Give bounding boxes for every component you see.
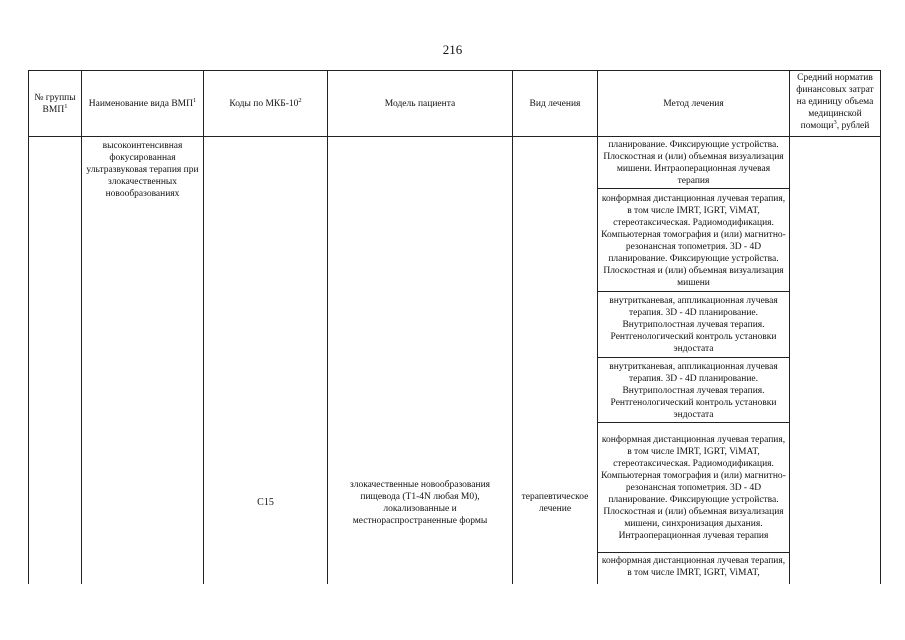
treatment-type-cell-empty <box>513 137 598 423</box>
cost-cell <box>790 137 881 584</box>
patient-model-cell-empty <box>328 137 513 423</box>
treatment-method-cell: конформная дистанционная лучевая терапия, в том числе IMRT, IGRT, ViMAT, стереотаксическая. Радиомодификация. Компьютерная томография и (или) магнитно-резонансная топометрия. 3D - 4D планирование. Фиксирующие устройства. Плоскостная и (или) объемная визуализация мишени, синхронизация дыхания. Интраоперационная лучевая терапия <box>598 423 790 553</box>
header-row <box>29 71 881 137</box>
icd-code-cell-empty <box>204 137 328 423</box>
header-icd-codes: Коды по МКБ-$10^2$ <box>204 71 328 137</box>
treatment-method-cell: планирование. Фиксирующие устройства. Плоскостная и (или) объемная визуализация мишени. Интраоперационная лучевая терапия <box>598 137 790 189</box>
header-vmp-name: Наименование вида ВМП$^1$ <box>82 71 204 137</box>
header-cost-standard: Средний норматив финансовых затрат на единицу объема медицинской помощи$^3$, рублей <box>790 71 881 137</box>
table-row <box>29 137 881 189</box>
treatment-method-cell: внутритканевая, аппликационная лучевая терапия. 3D - 4D планирование. Внутриполостная лучевая терапия. Рентгенологический контроль установки эндостата <box>598 292 790 358</box>
header-patient-model: Модель пациента <box>328 71 513 137</box>
vmp-table <box>28 70 881 584</box>
treatment-method-cell: конформная дистанционная лучевая терапия, в том числе IMRT, IGRT, ViMAT, <box>598 553 790 584</box>
page-number: 216 <box>442 42 463 57</box>
group-no-cell <box>29 137 82 584</box>
icd-code-cell: C15 <box>204 423 328 584</box>
header-group-no: № группы ВМП$^1$ <box>29 71 82 137</box>
treatment-method-cell: внутритканевая, аппликационная лучевая терапия. 3D - 4D планирование. Внутриполостная лучевая терапия. Рентгенологический контроль установки эндостата <box>598 358 790 423</box>
vmp-name-cell: высокоинтенсивная фокусированная ультразвуковая терапия при злокачественных новообразованиях <box>82 137 204 584</box>
header-treatment-type: Вид лечения <box>513 71 598 137</box>
vmp-table-container <box>28 70 880 581</box>
header-treatment-method: Метод лечения <box>598 71 790 137</box>
patient-model-cell: злокачественные новообразования пищевода (T1-4N любая M0), локализованные и местнораспространенные формы <box>328 423 513 584</box>
treatment-method-cell: конформная дистанционная лучевая терапия, в том числе IMRT, IGRT, ViMAT, стереотаксическая. Радиомодификация. Компьютерная томография и (или) магнитно-резонансная топометрия. 3D - 4D планирование. Фиксирующие устройства. Плоскостная и (или) объемная визуализация мишени <box>598 189 790 292</box>
treatment-type-cell: терапевтическое лечение <box>513 423 598 584</box>
